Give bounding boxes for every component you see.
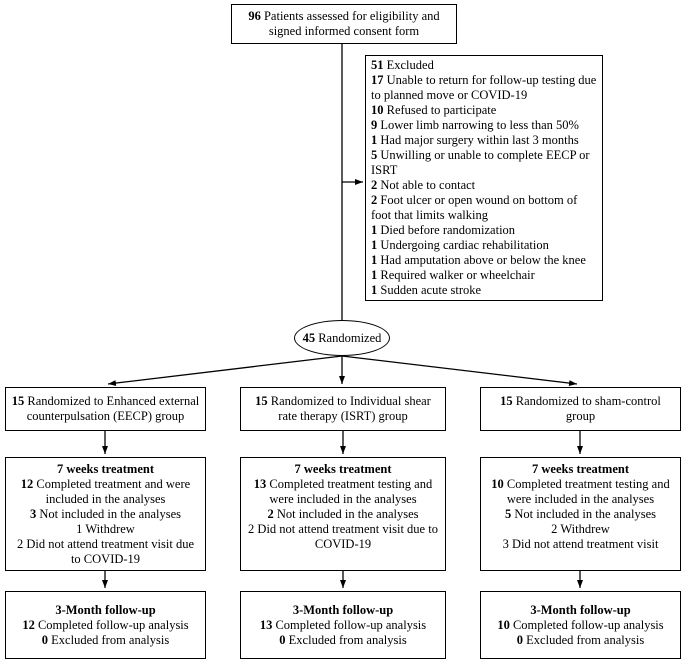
group-isrt-text: [246, 394, 440, 424]
count: 5: [504, 507, 512, 521]
excluded-line: [371, 223, 597, 238]
label: Withdrew: [85, 522, 135, 536]
count: 1: [371, 238, 378, 252]
label: Completed follow-up analysis: [512, 617, 664, 632]
label: Not included in the analyses: [276, 507, 419, 521]
excluded-line: [371, 58, 597, 73]
excluded-line: [371, 193, 597, 223]
count: 13: [259, 617, 273, 632]
group-isrt-box: [240, 387, 446, 431]
excluded-line: [371, 238, 597, 253]
followup-title: 3-Month follow-up: [530, 602, 631, 617]
label: Excluded: [386, 58, 434, 72]
treatment-line: [486, 507, 675, 522]
count: 10: [497, 617, 510, 632]
label: Sudden acute stroke: [380, 283, 482, 297]
count: 5: [371, 148, 378, 162]
label: Withdrew: [560, 522, 610, 536]
count: 1: [371, 133, 378, 147]
count: 1: [371, 223, 378, 237]
label: Randomized to sham-control group: [515, 394, 661, 423]
label: Refused to participate: [386, 103, 497, 117]
label: Undergoing cardiac rehabilitation: [380, 238, 549, 252]
treatment-line: [486, 522, 675, 537]
label: Not able to contact: [380, 178, 476, 192]
treatment-line: [246, 477, 440, 507]
treatment-title: 7 weeks treatment: [57, 462, 154, 476]
treatment-line: [246, 507, 440, 522]
count: 1: [76, 522, 83, 536]
label: Completed follow-up analysis: [275, 617, 427, 632]
group-eecp-box: [5, 387, 206, 431]
count: 15: [255, 394, 268, 408]
label: Did not attend treatment visit: [511, 537, 659, 551]
arrow-oval-to-group-left: [108, 356, 342, 384]
count: 17: [371, 73, 384, 87]
count: 12: [22, 617, 35, 632]
count: 2: [551, 522, 558, 536]
count: 1: [371, 268, 378, 282]
excluded-line: [371, 178, 597, 193]
treatment-box-isrt: [240, 457, 446, 571]
randomized-text: [303, 331, 382, 346]
count: 0: [41, 632, 49, 647]
followup-title: 3-Month follow-up: [55, 602, 156, 617]
label: Completed treatment testing and were included in the analyses: [269, 477, 433, 506]
count: 15: [500, 394, 513, 408]
treatment-line: [246, 522, 440, 552]
excluded-line: [371, 103, 597, 118]
excluded-line: [371, 253, 597, 268]
group-sham-text: [486, 394, 675, 424]
treatment-title: 7 weeks treatment: [294, 462, 392, 476]
followup-line: [497, 618, 663, 633]
label: Excluded from analysis: [288, 632, 407, 647]
followup-title: 3-Month follow-up: [292, 602, 394, 617]
count: 12: [20, 477, 34, 491]
count: 10: [371, 103, 384, 117]
excluded-line: [371, 268, 597, 283]
label: Did not attend treatment visit due to COVID-19: [257, 522, 438, 551]
count: 2: [16, 537, 24, 551]
count: 2: [371, 193, 378, 207]
treatment-line: [11, 537, 200, 567]
treatment-title: 7 weeks treatment: [532, 462, 629, 476]
count: 3: [29, 507, 37, 521]
treatment-line: [11, 507, 200, 522]
label: Unwilling or unable to complete EECP or ISRT: [371, 148, 590, 177]
followup-box-eecp: [5, 591, 206, 659]
treatment-box-sham: [480, 457, 681, 571]
label: Not included in the analyses: [39, 507, 181, 521]
label: Did not attend treatment visit due to COVID-19: [26, 537, 195, 566]
label: Randomized to Enhanced external counterpulsation (EECP) group: [26, 394, 200, 423]
randomized-oval: [294, 320, 390, 356]
eligibility-box: [231, 4, 457, 44]
label: Excluded from analysis: [526, 632, 645, 647]
label: Foot ulcer or open wound on bottom of foot that limits walking: [371, 193, 578, 222]
count: 2: [267, 507, 274, 521]
followup-line: [42, 633, 169, 648]
followup-line: [517, 633, 644, 648]
followup-box-sham: [480, 591, 681, 659]
treatment-line: [11, 522, 200, 537]
count: 10: [491, 477, 504, 491]
label: Had major surgery within last 3 months: [380, 133, 579, 147]
count: 0: [279, 632, 286, 647]
count: 2: [371, 178, 378, 192]
count: 1: [371, 253, 378, 267]
label: Had amputation above or below the knee: [380, 253, 586, 267]
count: 0: [516, 632, 524, 647]
label: Died before randomization: [380, 223, 516, 237]
followup-line: [22, 618, 188, 633]
excluded-line: [371, 283, 597, 298]
eligibility-label: Patients assessed for eligibility and signed informed consent form: [263, 9, 440, 38]
followup-line: [279, 633, 406, 648]
excluded-line: [371, 73, 597, 103]
treatment-line: [11, 477, 200, 507]
label: Completed treatment and were included in the analyses: [36, 477, 191, 506]
label: Not included in the analyses: [514, 507, 656, 521]
count: 2: [248, 522, 255, 536]
followup-line: [260, 618, 426, 633]
count: 45: [302, 330, 316, 345]
label: Unable to return for follow-up testing due to planned move or COVID-19: [371, 73, 597, 102]
arrow-oval-to-group-right: [342, 356, 577, 384]
eligibility-text: [236, 9, 452, 39]
excluded-box: [365, 55, 603, 301]
excluded-line: [371, 148, 597, 178]
group-sham-box: [480, 387, 681, 431]
treatment-line: [486, 537, 675, 552]
count: 15: [11, 394, 25, 408]
label: Lower limb narrowing to less than 50%: [380, 118, 579, 132]
treatment-line: [486, 477, 675, 507]
group-eecp-text: [11, 394, 200, 424]
followup-box-isrt: [240, 591, 446, 659]
count: 1: [371, 283, 378, 297]
label: Randomized: [318, 330, 382, 345]
count: 3: [502, 537, 509, 551]
label: Completed follow-up analysis: [37, 617, 189, 632]
label: Randomized to Individual shear rate therapy (ISRT) group: [270, 394, 431, 423]
count: 9: [371, 118, 378, 132]
count: 13: [253, 477, 267, 491]
label: Completed treatment testing and were included in the analyses: [506, 477, 670, 506]
excluded-line: [371, 133, 597, 148]
eligibility-count: 96: [248, 9, 261, 23]
label: Required walker or wheelchair: [380, 268, 535, 282]
treatment-box-eecp: [5, 457, 206, 571]
label: Excluded from analysis: [51, 632, 170, 647]
count: 51: [371, 58, 384, 72]
excluded-line: [371, 118, 597, 133]
